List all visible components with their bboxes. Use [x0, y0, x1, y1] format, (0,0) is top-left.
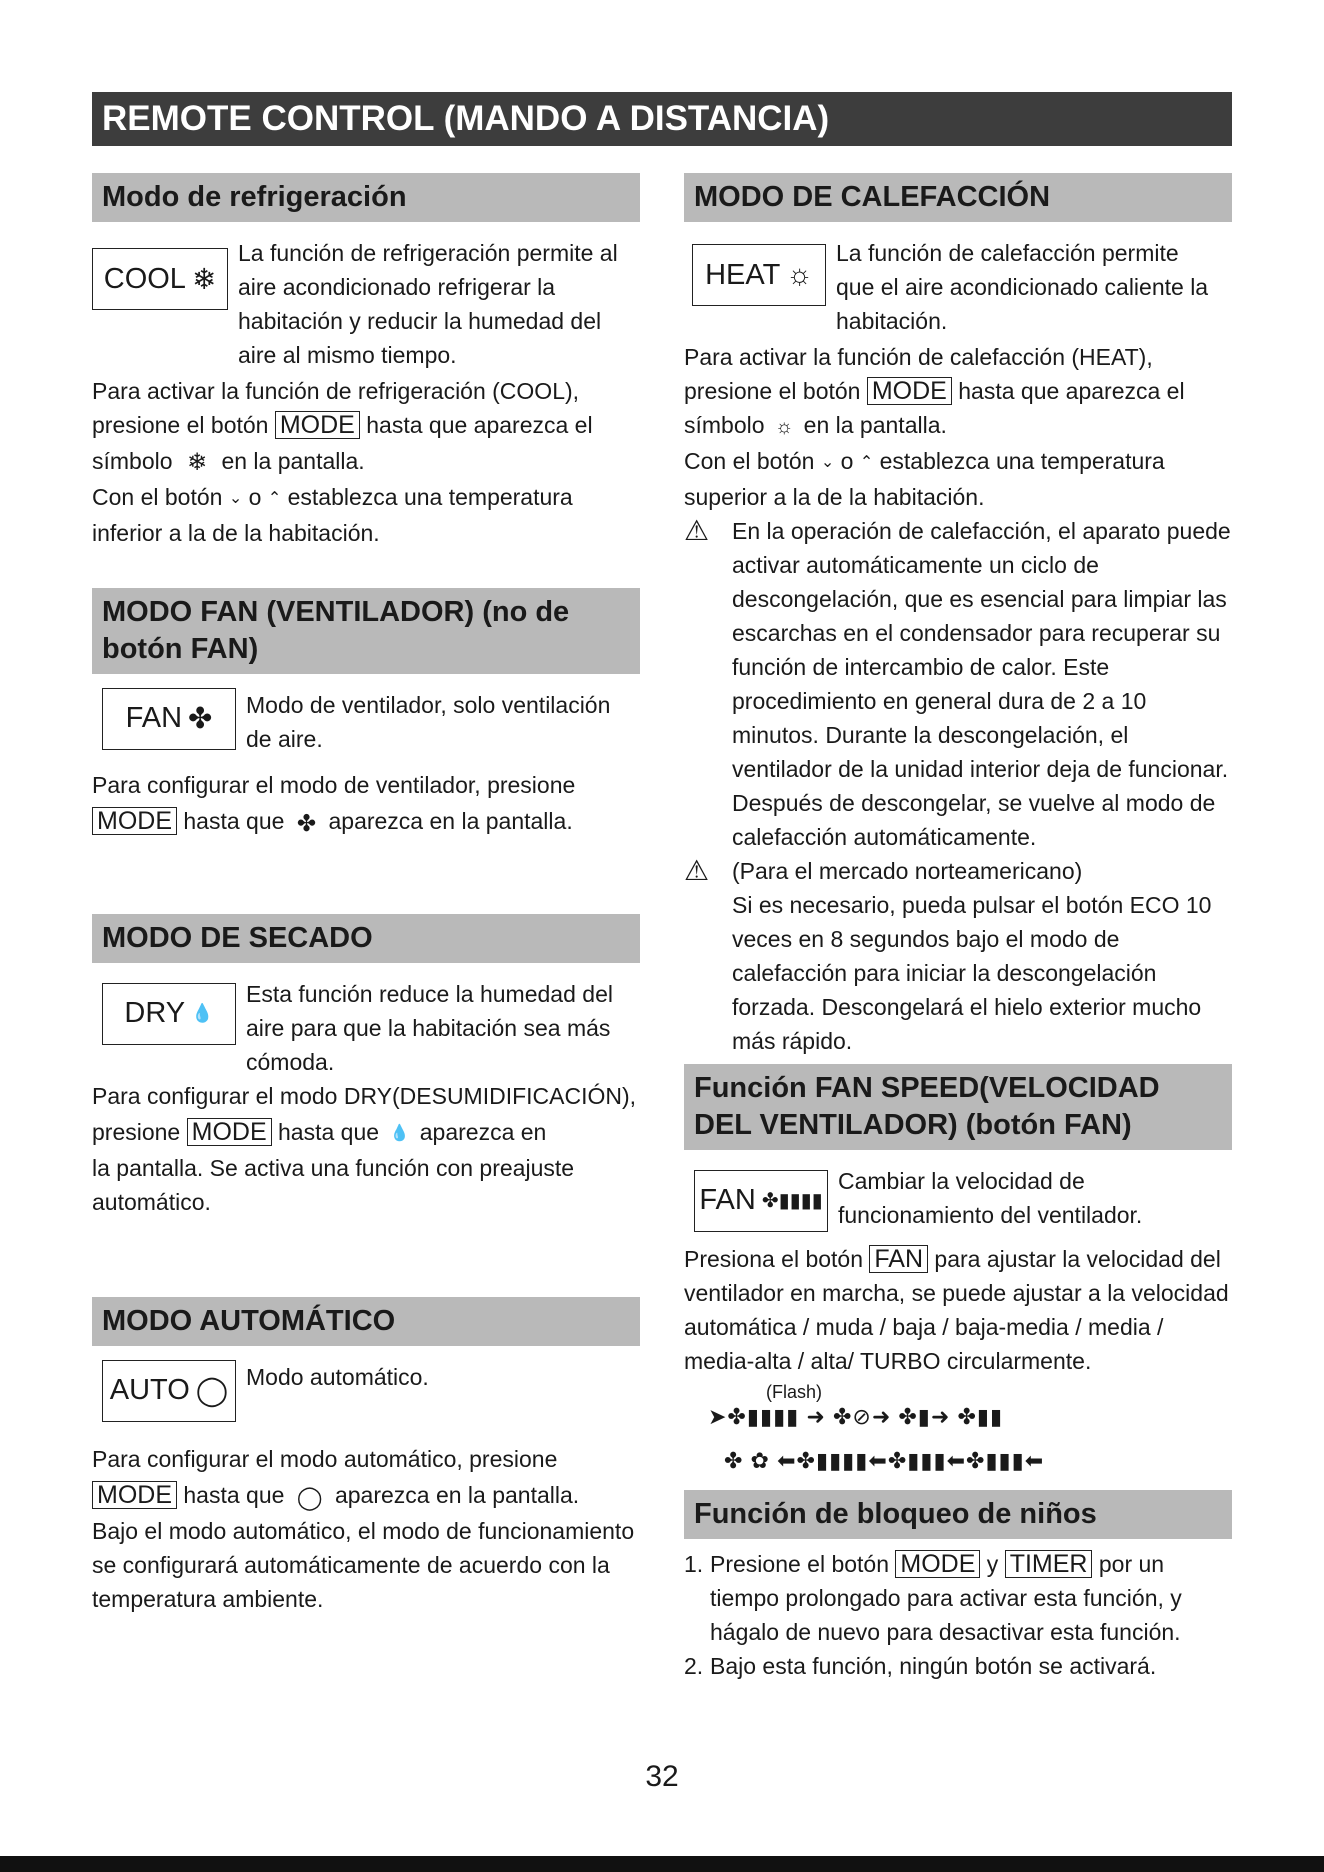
mode-key: MODE	[92, 807, 177, 835]
sun-icon: ☼	[774, 415, 794, 438]
child-lock-item-1: 1. Presione el botón MODE y TIMER por un tiempo prolongado para activar esta función, y hágalo de nuevo para desactivar esta función.	[684, 1549, 1182, 1645]
page-number: 32	[645, 1760, 679, 1793]
auto-cycle-icon: ◯	[195, 1375, 229, 1408]
fan-speed-icon-row	[684, 1164, 1232, 1232]
auto-icon-row	[92, 1360, 640, 1422]
chevron-down-icon: ⌄	[820, 453, 835, 471]
sun-icon: ☼	[786, 258, 813, 291]
dry-instruction-2: presione MODE hasta que 💧 aparezca en	[92, 1115, 640, 1151]
heat-warning-text-1: En la operación de calefacción, el aparato puede activar automáticamente un ciclo de descongelación, que es esencial para limpiar las escarchas en el condensador para recuperar su función de intercambio de calor. Este procedimiento en general dura de 2 a 10 minutos. Durante la descongelación, el ventilador de la unidad interior deja de funcionar. Después de descongelar, se vuelve al modo de calefacción automáticamente.	[732, 517, 1231, 850]
heat-instruction-2: presione el botón MODE hasta que aparezca el	[684, 377, 1185, 405]
dry-icon-row	[92, 977, 640, 1079]
heat-warning-title-2: (Para el mercado norteamericano)	[732, 857, 1083, 884]
fan-speed-icon: ✤▮▮▮▮	[761, 1190, 823, 1213]
auto-mode-icon-box	[102, 1360, 236, 1422]
cool-heading: Modo de refrigeración	[92, 173, 640, 222]
warning-icon: ⚠	[684, 854, 710, 886]
fan-icon: ✤	[296, 809, 317, 836]
child-lock-heading: Función de bloqueo de niños	[684, 1490, 1232, 1539]
dry-instruction-1: Para configurar el modo DRY(DESUMIDIFICACIÓN),	[92, 1082, 637, 1109]
child-lock-item-2: 2. Bajo esta función, ningún botón se activará.	[684, 1652, 1157, 1679]
chevron-up-icon: ⌃	[859, 453, 874, 471]
mode-key: MODE	[187, 1118, 272, 1146]
heat-warning-text-2: Si es necesario, pueda pulsar el botón ECO 10 veces en 8 segundos bajo el modo de calefacción para iniciar la descongelación forzada. Descongelará el hielo exterior mucho más rápido.	[732, 891, 1212, 1054]
heat-heading: MODO DE CALEFACCIÓN	[684, 173, 1232, 222]
fan-speed-heading: Función FAN SPEED(VELOCIDAD DEL VENTILADOR) (botón FAN)	[684, 1064, 1232, 1150]
fan-mode-heading: MODO FAN (VENTILADOR) (no de botón FAN)	[92, 588, 640, 674]
fan-speed-description: Cambiar la velocidad de funcionamiento del ventilador.	[838, 1167, 1143, 1228]
fan-mode-instruction-1: Para configurar el modo de ventilador, presione	[92, 771, 576, 798]
heat-warning-2	[684, 854, 1232, 1058]
mode-key: MODE	[867, 377, 952, 405]
fan-speed-icon-box	[694, 1170, 828, 1232]
fan-speed-cycle-diagram	[684, 1382, 1232, 1484]
flash-label: (Flash)	[766, 1381, 823, 1402]
snowflake-icon: ❄	[191, 263, 217, 296]
right-column	[684, 173, 1232, 1683]
heat-warning-1	[684, 514, 1232, 854]
snowflake-icon: ❄	[186, 448, 208, 476]
page-banner: REMOTE CONTROL (MANDO A DISTANCIA)	[92, 92, 1232, 146]
warning-icon: ⚠	[684, 514, 710, 546]
auto-icon-label: AUTO	[109, 1374, 190, 1407]
fan-icon-label: FAN	[125, 702, 183, 735]
fan-icon: ✤	[188, 703, 213, 736]
left-column	[92, 173, 640, 1616]
mode-key: MODE	[275, 411, 360, 439]
cool-icon-row	[92, 236, 640, 372]
fan-speed-cycle-top: ➤✤▮▮▮▮ ➜ ✤⊘➜ ✤▮➜ ✤▮▮	[708, 1403, 1004, 1429]
timer-key: TIMER	[1005, 1550, 1093, 1578]
dry-mode-icon-box	[102, 983, 236, 1045]
mode-key: MODE	[92, 1481, 177, 1509]
droplets-icon: 💧	[389, 1124, 410, 1142]
fan-mode-instruction-2: MODE hasta que ✤ aparezca en la pantalla.	[92, 804, 640, 840]
bottom-rule	[0, 1856, 1324, 1872]
mode-key: MODE	[895, 1550, 980, 1578]
cool-mode-icon-box	[92, 248, 228, 310]
auto-heading: MODO AUTOMÁTICO	[92, 1297, 640, 1346]
fan-speed-instruction: Presiona el botón FAN para ajustar la velocidad del ventilador en marcha, se puede ajustar a la velocidad automática / muda / baja / baja-media / media / media-alta / alta/ TURBO circularmente.	[684, 1244, 1229, 1374]
cool-icon-label: COOL	[103, 262, 186, 295]
heat-icon-row	[684, 236, 1232, 338]
fan-speed-cycle-bottom: ✤ ✿ ⬅✤▮▮▮▮⬅✤▮▮▮⬅✤▮▮▮⬅	[724, 1447, 1045, 1473]
cool-instructions: Para activar la función de refrigeración (COOL), presione el botón MODE hasta que aparezca el	[92, 378, 593, 439]
heat-description: La función de calefacción permite que el aire acondicionado caliente la habitación.	[836, 240, 1209, 334]
auto-description: Modo automático.	[246, 1363, 429, 1390]
heat-icon-label: HEAT	[705, 258, 781, 291]
fan-mode-icon-row	[92, 688, 640, 756]
cool-temp-line: Con el botón ⌄ o ⌃ establezca una temperatura inferior a la de la habitación.	[92, 480, 640, 550]
chevron-up-icon: ⌃	[267, 489, 282, 507]
auto-instruction-2: MODE hasta que ◯ aparezca en la pantalla.	[92, 1478, 640, 1514]
dry-description: Esta función reduce la humedad del aire para que la habitación sea más cómoda.	[246, 980, 613, 1075]
fan-key: FAN	[869, 1245, 928, 1273]
auto-instruction-3: Bajo el modo automático, el modo de funcionamiento se configurará automáticamente de acuerdo con la temperatura ambiente.	[92, 1517, 635, 1612]
fan-mode-description: Modo de ventilador, solo ventilación de aire.	[246, 691, 611, 752]
fan-mode-icon-box	[102, 688, 236, 750]
auto-instruction-1: Para configurar el modo automático, presione	[92, 1445, 558, 1472]
cool-symbol-line: símbolo ❄ en la pantalla.	[92, 444, 640, 480]
auto-cycle-icon: ◯	[296, 1483, 323, 1510]
chevron-down-icon: ⌄	[228, 489, 243, 507]
heat-instruction-3: símbolo ☼ en la pantalla.	[684, 408, 1232, 444]
heat-instruction-1: Para activar la función de calefacción (HEAT),	[684, 344, 1153, 370]
heat-mode-icon-box	[692, 244, 826, 306]
dry-heading: MODO DE SECADO	[92, 914, 640, 963]
dry-icon-label: DRY	[124, 997, 186, 1030]
cool-description: La función de refrigeración permite al aire acondicionado refrigerar la habitación y reducir la humedad del aire al mismo tiempo.	[238, 240, 618, 368]
droplets-icon: 💧	[191, 1003, 214, 1024]
heat-instruction-4: Con el botón ⌄ o ⌃ establezca una temperatura superior a la de la habitación.	[684, 444, 1232, 514]
dry-instruction-3: la pantalla. Se activa una función con preajuste automático.	[92, 1154, 575, 1215]
fan-speed-icon-label: FAN	[699, 1184, 756, 1217]
